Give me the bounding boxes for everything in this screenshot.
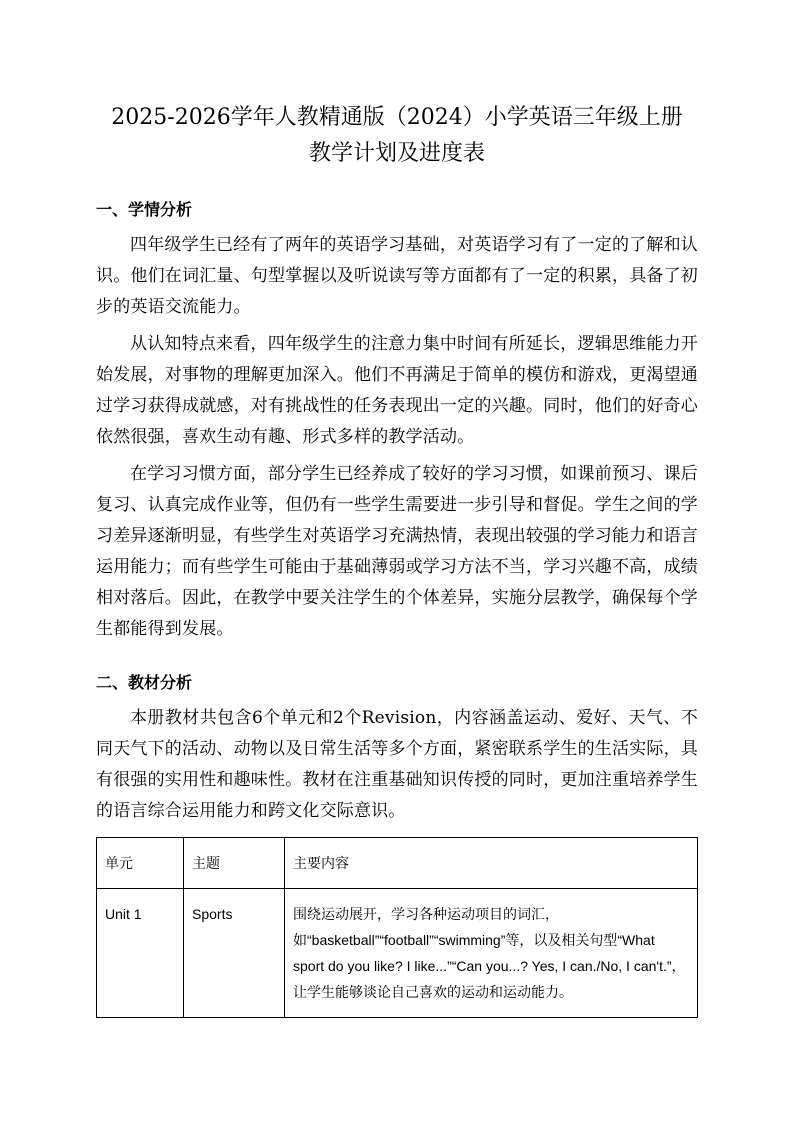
table-cell-content: 围绕运动展开，学习各种运动项目的词汇，如“basketball”“football”“swimming”等，以及相关句型“What sport do you like? I like...”“Can you...? Yes, I can./No, I can't.”，让学生能够谈论自己喜欢的运动和运动能力。 [285, 889, 698, 1018]
section-learner-analysis [96, 196, 698, 645]
paragraph: 从认知特点来看，四年级学生的注意力集中时间有所延长，逻辑思维能力开始发展，对事物的理解更加深入。他们不再满足于简单的模仿和游戏，更渴望通过学习获得成就感，对有挑战性的任务表现出一定的兴趣。同时，他们的好奇心依然很强，喜欢生动有趣、形式多样的教学活动。 [96, 334, 698, 447]
paragraph: 四年级学生已经有了两年的英语学习基础，对英语学习有了一定的了解和认识。他们在词汇量、句型掌握以及听说读写等方面都有了一定的积累，具备了初步的英语交流能力。 [96, 235, 698, 317]
table-header-unit: 单元 [97, 838, 184, 889]
table-header-row [97, 838, 698, 889]
table-header-topic: 主题 [184, 838, 285, 889]
table-row [97, 889, 698, 1018]
table-cell-topic: Sports [184, 889, 285, 1018]
section-heading-textbook-analysis: 二、教材分析 [96, 673, 193, 692]
paragraph: 在学习习惯方面，部分学生已经养成了较好的学习习惯，如课前预习、课后复习、认真完成作业等，但仍有一些学生需要进一步引导和督促。学生之间的学习差异逐渐明显，有些学生对英语学习充满热情，表现出较强的学习能力和语言运用能力；而有些学生可能由于基础薄弱或学习方法不当，学习兴趣不高，成绩相对落后。因此，在教学中要关注学生的个体差异，实施分层教学，确保每个学生都能得到发展。 [96, 464, 698, 639]
table-cell-unit: Unit 1 [97, 889, 184, 1018]
section-gap [96, 651, 698, 669]
document-title [96, 100, 698, 172]
section-heading-learner-analysis: 一、学情分析 [96, 200, 193, 219]
paragraph: 本册教材共包含6个单元和2个Revision，内容涵盖运动、爱好、天气、不同天气下的活动、动物以及日常生活等多个方面，紧密联系学生的生活实际，具有很强的实用性和趣味性。教材在注重基础知识传授的同时，更加注重培养学生的语言综合运用能力和跨文化交际意识。 [96, 708, 698, 821]
title-line-1: 2025-2026学年人教精通版（2024）小学英语三年级上册 [111, 105, 683, 130]
section-textbook-analysis [96, 669, 698, 827]
unit-content-table [96, 837, 698, 1018]
table-header-content: 主要内容 [285, 838, 698, 889]
title-line-2: 教学计划及进度表 [308, 141, 485, 166]
